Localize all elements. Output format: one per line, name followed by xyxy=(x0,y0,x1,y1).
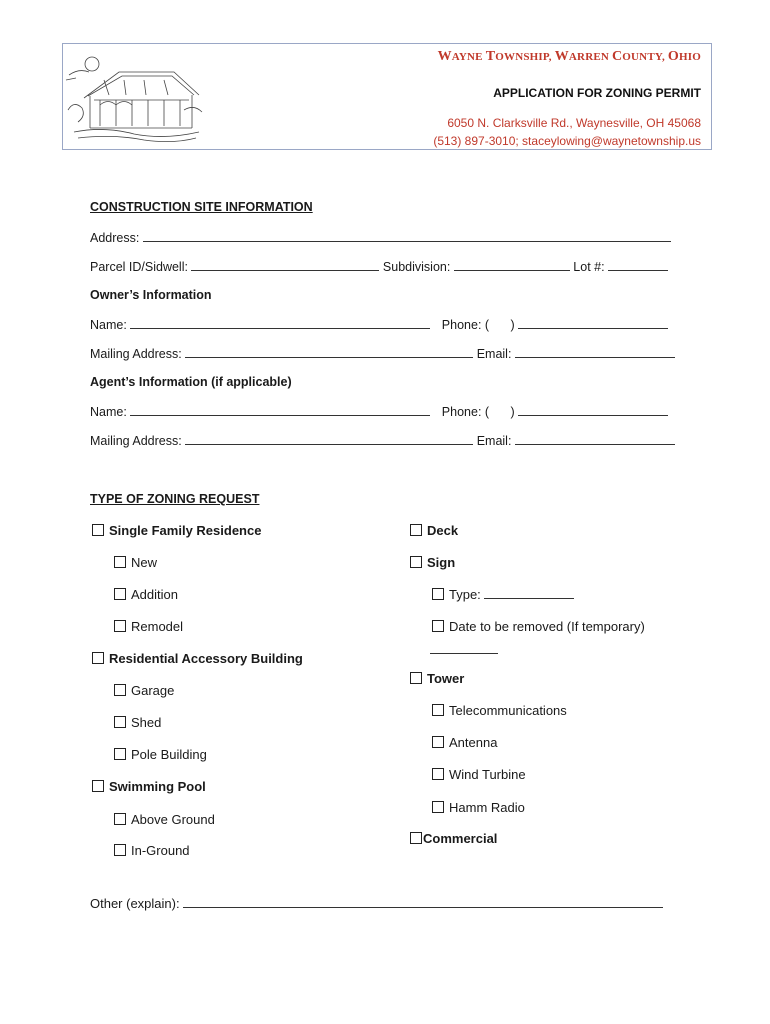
agent-email-label: Email: xyxy=(476,434,512,448)
owner-name-row xyxy=(90,317,668,332)
agent-name-row xyxy=(90,404,668,419)
checkbox[interactable] xyxy=(432,620,444,632)
covered-bridge-logo xyxy=(64,50,204,146)
owner-mailing-label: Mailing Address: xyxy=(90,347,182,361)
agent-mailing-field[interactable] xyxy=(185,433,473,445)
agent-name-label: Name: xyxy=(90,405,127,419)
owner-phone-field[interactable] xyxy=(518,317,668,329)
option-sign[interactable]: Sign xyxy=(410,555,455,570)
checkbox[interactable] xyxy=(114,588,126,600)
date-removed-field-row xyxy=(430,642,498,657)
parcel-field[interactable] xyxy=(191,259,379,271)
option-antenna[interactable]: Antenna xyxy=(432,735,497,750)
other-label: Other (explain): xyxy=(90,896,180,911)
header-box xyxy=(62,43,712,150)
option-remodel[interactable]: Remodel xyxy=(114,619,183,634)
address-field[interactable] xyxy=(143,230,671,242)
agent-mailing-row xyxy=(90,433,675,448)
agent-heading: Agent’s Information (if applicable) xyxy=(90,375,292,389)
option-single-family[interactable]: Single Family Residence xyxy=(92,523,261,538)
checkbox[interactable] xyxy=(432,768,444,780)
option-deck[interactable]: Deck xyxy=(410,523,458,538)
parcel-row xyxy=(90,259,668,274)
agent-phone-paren: ) xyxy=(510,405,515,419)
checkbox[interactable] xyxy=(114,748,126,760)
option-new[interactable]: New xyxy=(114,555,157,570)
subdivision-label: Subdivision: xyxy=(382,260,451,274)
checkbox[interactable] xyxy=(114,620,126,632)
form-subtitle: APPLICATION FOR ZONING PERMIT xyxy=(493,86,701,100)
lot-label: Lot #: xyxy=(573,260,605,274)
office-contact: (513) 897-3010; staceylowing@waynetownship.us xyxy=(433,134,701,148)
office-address: 6050 N. Clarksville Rd., Waynesville, OH 45068 xyxy=(447,116,701,130)
checkbox[interactable] xyxy=(410,832,422,844)
agent-phone-field[interactable] xyxy=(518,404,668,416)
option-wind-turbine[interactable]: Wind Turbine xyxy=(432,767,526,782)
option-date-removed[interactable]: Date to be removed (If temporary) xyxy=(432,619,645,634)
agent-name-field[interactable] xyxy=(130,404,430,416)
option-telecommunications[interactable]: Telecommunications xyxy=(432,703,567,718)
checkbox[interactable] xyxy=(432,588,444,600)
option-in-ground[interactable]: In-Ground xyxy=(114,843,190,858)
option-garage[interactable]: Garage xyxy=(114,683,174,698)
construction-heading: CONSTRUCTION SITE INFORMATION xyxy=(90,200,313,214)
option-shed[interactable]: Shed xyxy=(114,715,161,730)
option-addition[interactable]: Addition xyxy=(114,587,178,602)
agent-mailing-label: Mailing Address: xyxy=(90,434,182,448)
checkbox[interactable] xyxy=(92,652,104,664)
owner-mailing-field[interactable] xyxy=(185,346,473,358)
option-commercial[interactable]: Commercial xyxy=(410,831,497,846)
parcel-label: Parcel ID/Sidwell: xyxy=(90,260,188,274)
agent-phone-label: Phone: ( xyxy=(441,405,490,419)
option-hamm-radio[interactable]: Hamm Radio xyxy=(432,800,525,815)
township-title: WAYNE TOWNSHIP, WARREN COUNTY, OHIO xyxy=(437,49,701,64)
sign-type-field[interactable] xyxy=(484,587,574,599)
option-above-ground[interactable]: Above Ground xyxy=(114,812,215,827)
checkbox[interactable] xyxy=(410,672,422,684)
checkbox[interactable] xyxy=(432,801,444,813)
checkbox[interactable] xyxy=(92,780,104,792)
option-tower[interactable]: Tower xyxy=(410,671,464,686)
zoning-heading: TYPE OF ZONING REQUEST xyxy=(90,492,260,506)
owner-phone-paren: ) xyxy=(510,318,515,332)
option-accessory-building[interactable]: Residential Accessory Building xyxy=(92,651,303,666)
date-removed-field[interactable] xyxy=(430,642,498,654)
owner-mailing-row xyxy=(90,346,675,361)
address-row xyxy=(90,230,671,245)
agent-email-field[interactable] xyxy=(515,433,675,445)
checkbox[interactable] xyxy=(410,556,422,568)
checkbox[interactable] xyxy=(114,556,126,568)
checkbox[interactable] xyxy=(114,684,126,696)
other-row xyxy=(90,896,663,911)
address-label: Address: xyxy=(90,231,140,245)
other-field[interactable] xyxy=(183,896,663,908)
subdivision-field[interactable] xyxy=(454,259,570,271)
checkbox[interactable] xyxy=(92,524,104,536)
owner-email-field[interactable] xyxy=(515,346,675,358)
checkbox[interactable] xyxy=(114,844,126,856)
owner-name-field[interactable] xyxy=(130,317,430,329)
option-sign-type[interactable]: Type: xyxy=(432,587,574,602)
option-pole-building[interactable]: Pole Building xyxy=(114,747,207,762)
owner-email-label: Email: xyxy=(476,347,512,361)
option-swimming-pool[interactable]: Swimming Pool xyxy=(92,779,206,794)
owner-heading: Owner’s Information xyxy=(90,288,212,302)
checkbox[interactable] xyxy=(432,704,444,716)
checkbox[interactable] xyxy=(114,716,126,728)
lot-field[interactable] xyxy=(608,259,668,271)
checkbox[interactable] xyxy=(114,813,126,825)
checkbox[interactable] xyxy=(432,736,444,748)
owner-name-label: Name: xyxy=(90,318,127,332)
checkbox[interactable] xyxy=(410,524,422,536)
owner-phone-label: Phone: ( xyxy=(441,318,490,332)
